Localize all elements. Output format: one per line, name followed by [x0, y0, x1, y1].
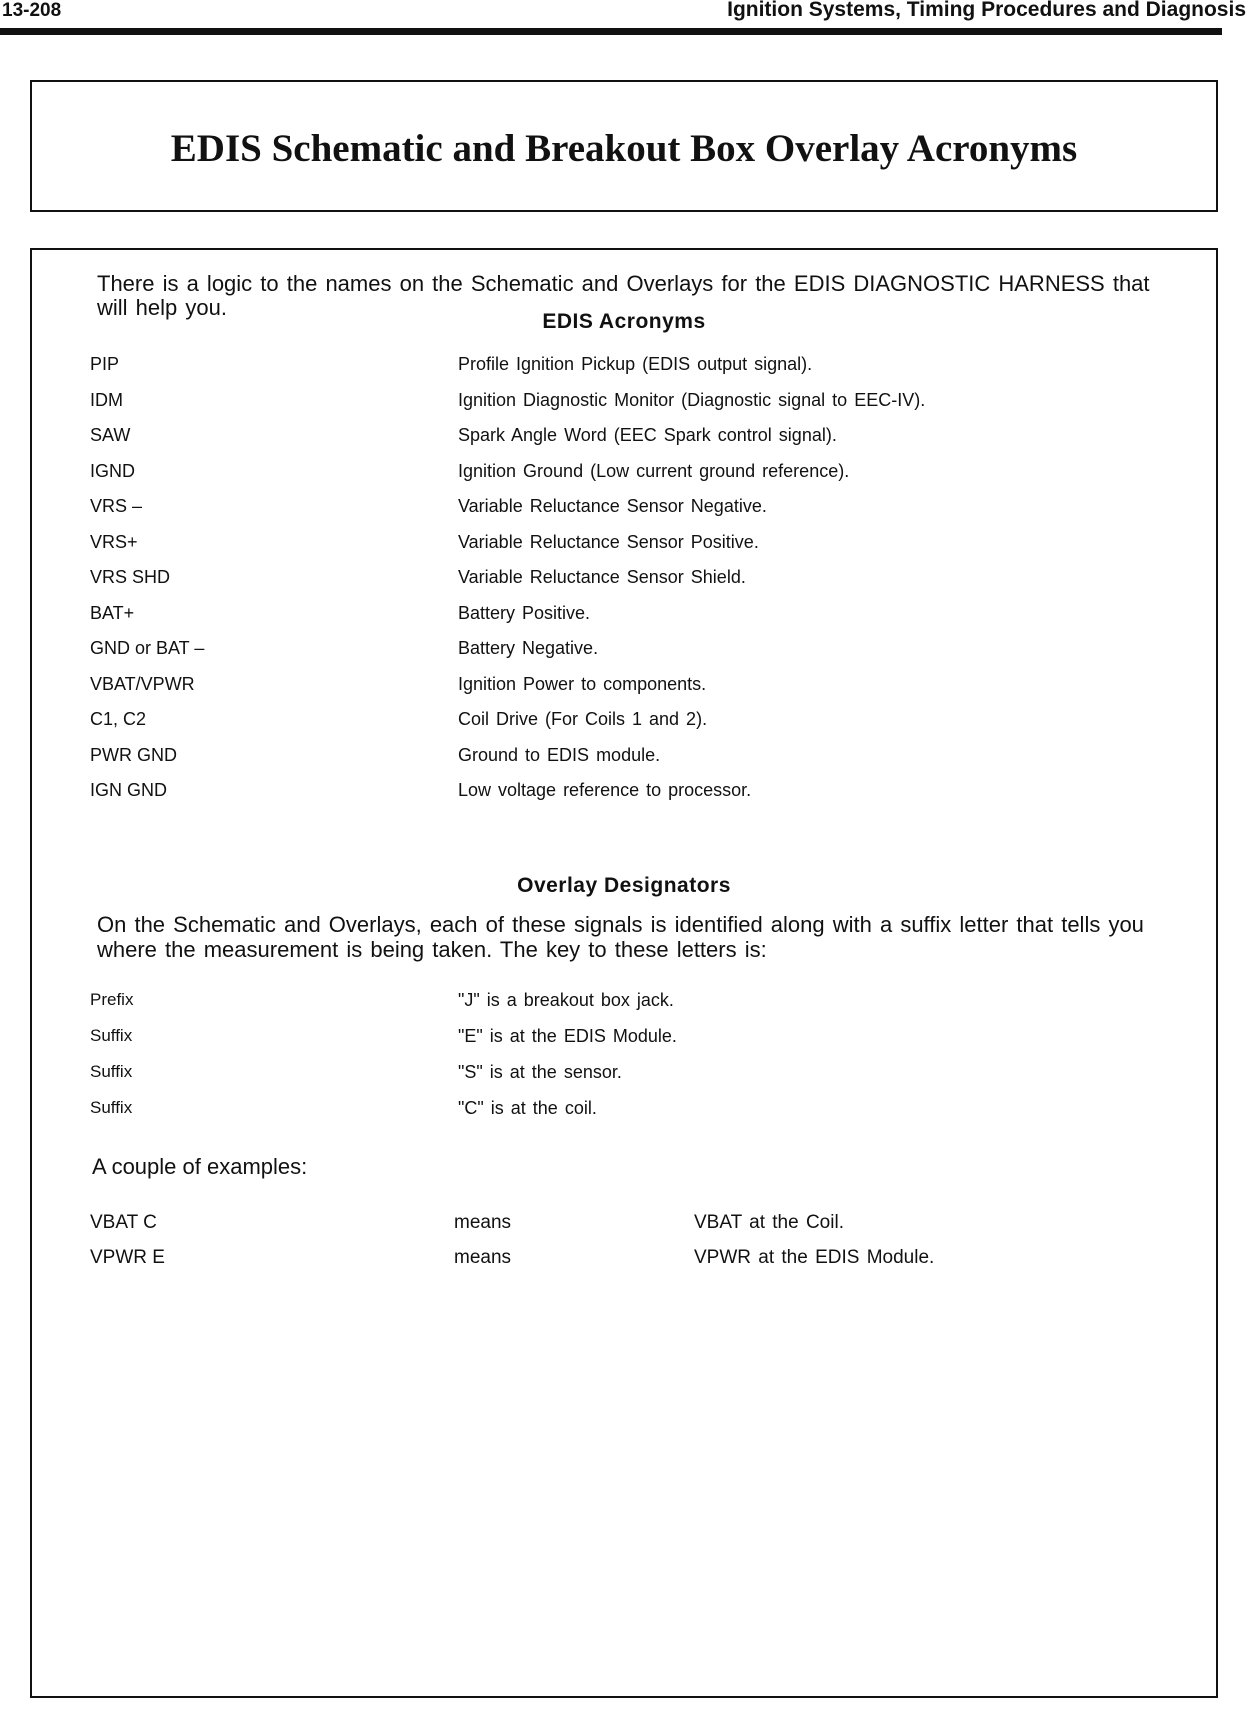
designator-term: Suffix	[90, 1062, 133, 1081]
designator-list	[90, 990, 1190, 1134]
designator-definition: "S" is at the sensor.	[458, 1062, 622, 1082]
designator-definition: "E" is at the EDIS Module.	[458, 1026, 677, 1046]
acronym-row	[90, 496, 1190, 532]
acronym-list	[90, 354, 1190, 816]
overlay-paragraph: On the Schematic and Overlays, each of these signals is identified along with a suffix letter that tells you where the measurement is being taken. The key to these letters is:	[97, 912, 1144, 962]
example-list	[90, 1212, 1190, 1282]
acronym-definition: Ignition Power to components.	[458, 673, 707, 694]
acronym-term: PIP	[90, 354, 120, 374]
acronyms-heading: EDIS Acronyms	[542, 310, 706, 333]
acronym-row	[90, 603, 1190, 639]
acronym-definition: Coil Drive (For Coils 1 and 2).	[458, 709, 708, 729]
acronym-term: VRS –	[90, 496, 143, 516]
running-head: Ignition Systems, Timing Procedures and Diagnosis	[727, 0, 1246, 21]
overlay-heading: Overlay Designators	[517, 874, 731, 897]
acronym-row	[90, 461, 1190, 497]
designator-definition: "C" is at the coil.	[458, 1098, 597, 1118]
acronym-row	[90, 638, 1190, 674]
acronym-definition: Variable Reluctance Sensor Negative.	[458, 496, 767, 516]
example-term: VPWR E	[90, 1247, 165, 1268]
acronym-definition: Ignition Ground (Low current ground reference).	[458, 460, 850, 481]
acronym-definition: Battery Negative.	[458, 638, 599, 658]
acronym-row	[90, 354, 1190, 390]
acronym-row	[90, 745, 1190, 781]
acronym-row	[90, 532, 1190, 568]
acronym-term: IGN GND	[90, 780, 168, 800]
acronym-row	[90, 780, 1190, 816]
acronym-definition: Spark Angle Word (EEC Spark control signal).	[458, 425, 837, 445]
designator-term: Prefix	[90, 990, 134, 1009]
content-box	[30, 248, 1218, 1698]
acronym-row	[90, 674, 1190, 710]
example-term: VBAT C	[90, 1212, 157, 1233]
examples-intro: A couple of examples:	[92, 1154, 308, 1179]
acronym-definition: Variable Reluctance Sensor Positive.	[458, 531, 759, 552]
acronym-definition: Ground to EDIS module.	[458, 744, 661, 765]
acronym-term: C1, C2	[90, 709, 147, 729]
example-definition: VBAT at the Coil.	[694, 1212, 844, 1233]
acronym-term: BAT+	[90, 602, 135, 623]
acronym-row	[90, 390, 1190, 426]
acronym-definition: Ignition Diagnostic Monitor (Diagnostic signal to EEC-IV).	[458, 389, 926, 410]
example-connector: means	[454, 1212, 512, 1233]
acronym-term: IDM	[90, 389, 123, 410]
header-rule	[0, 28, 1222, 35]
acronym-definition: Variable Reluctance Sensor Shield.	[458, 567, 746, 587]
acronym-term: VBAT/VPWR	[90, 673, 195, 694]
example-connector: means	[454, 1247, 512, 1268]
acronym-definition: Battery Positive.	[458, 602, 591, 623]
page-number: 13-208	[2, 0, 62, 21]
page-title: EDIS Schematic and Breakout Box Overlay Acronyms	[170, 127, 1078, 170]
acronym-term: PWR GND	[90, 744, 177, 765]
acronym-term: VRS SHD	[90, 567, 171, 587]
designator-term: Suffix	[90, 1026, 133, 1045]
title-box	[30, 80, 1218, 212]
acronym-row	[90, 425, 1190, 461]
page-header	[0, 0, 1248, 38]
acronym-definition: Profile Ignition Pickup (EDIS output signal).	[458, 354, 813, 374]
acronym-term: VRS+	[90, 531, 138, 552]
acronym-term: IGND	[90, 460, 135, 481]
designator-row	[90, 1098, 1190, 1134]
acronym-row	[90, 709, 1190, 745]
intro-paragraph: There is a logic to the names on the Schematic and Overlays for the EDIS DIAGNOSTIC HARNESS that will help you.	[97, 271, 1150, 320]
acronym-row	[90, 567, 1190, 603]
example-row	[90, 1212, 1190, 1247]
example-definition: VPWR at the EDIS Module.	[694, 1247, 935, 1268]
designator-definition: "J" is a breakout box jack.	[458, 990, 674, 1010]
designator-row	[90, 990, 1190, 1026]
example-row	[90, 1247, 1190, 1282]
designator-row	[90, 1026, 1190, 1062]
acronym-term: SAW	[90, 425, 131, 445]
designator-term: Suffix	[90, 1098, 133, 1117]
designator-row	[90, 1062, 1190, 1098]
acronym-term: GND or BAT –	[90, 638, 205, 658]
acronym-definition: Low voltage reference to processor.	[458, 780, 752, 800]
